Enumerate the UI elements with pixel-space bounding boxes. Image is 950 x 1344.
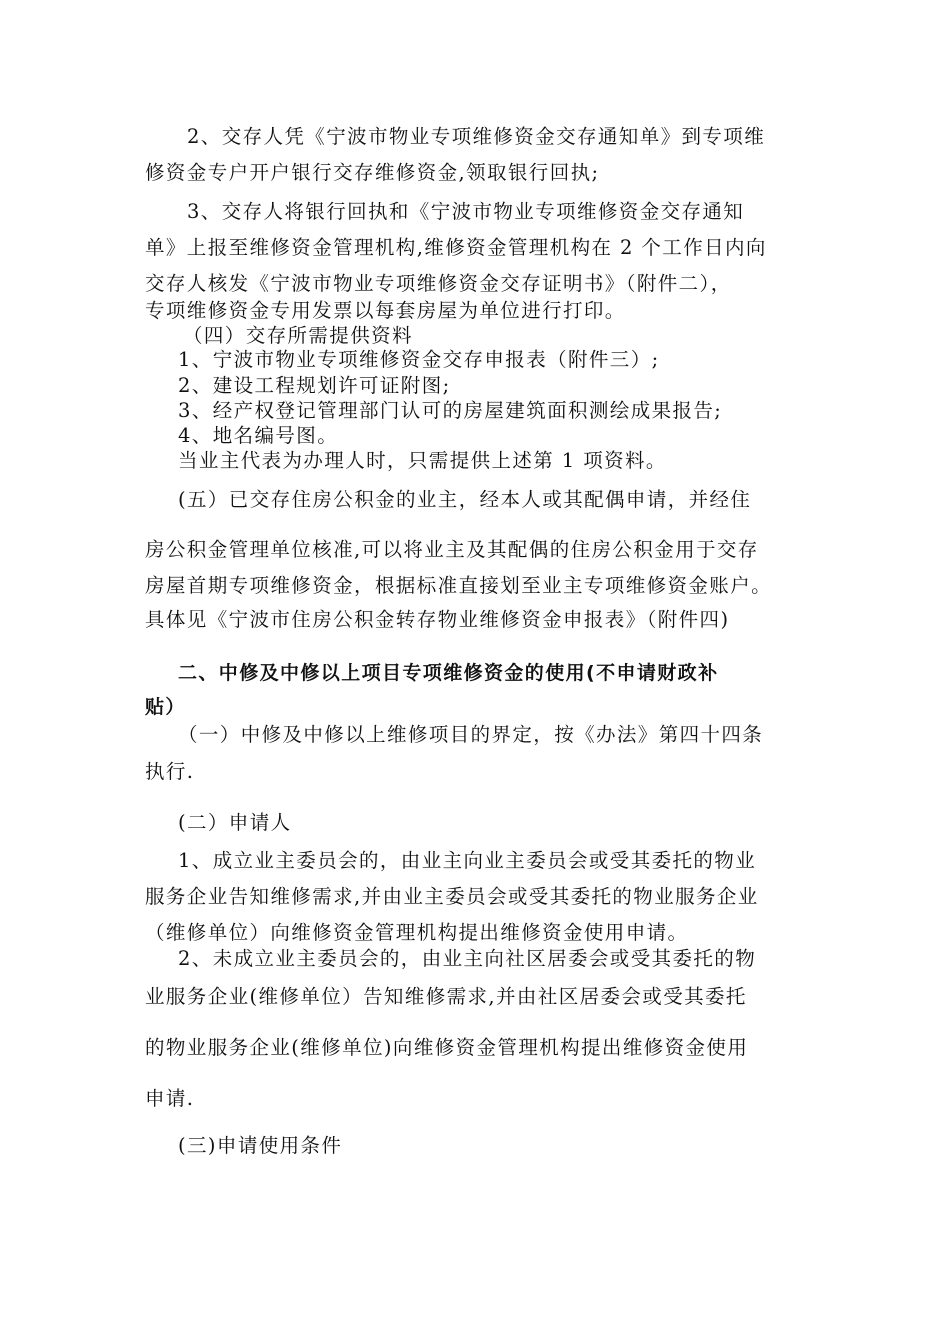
line-22: 1、成立业主委员会的，由业主向业主委员会或受其委托的物业 [178,849,757,872]
line-15: 房屋首期专项维修资金，根据标准直接划至业主专项维修资金账户。 [145,574,773,597]
line-1: 2、交存人凭《宁波市物业专项维修资金交存通知单》到专项维 [187,125,766,148]
section-heading-2: 二、中修及中修以上项目专项维修资金的使用(不申请财政补 [178,662,719,684]
section-heading-4: （四）交存所需提供资料 [183,324,413,347]
line-28: 申请. [145,1087,195,1110]
line-23: 服务企业告知维修需求,并由业主委员会或受其委托的物业服务企业 [145,885,759,908]
line-19: （一）中修及中修以上维修项目的界定，按《办法》第四十四条 [178,723,764,746]
line-3: 3、交存人将银行回执和《宁波市物业专项维修资金交存通知 [187,200,745,223]
list-item-2: 2、建设工程规划许可证附图; [178,374,451,397]
line-16: 具体见《宁波市住房公积金转存物业维修资金申报表》（附件四) [145,608,730,631]
line-13: (五）已交存住房公积金的业主，经本人或其配偶申请，并经住 [178,488,752,511]
list-item-1: 1、宁波市物业专项维修资金交存申报表（附件三）; [178,348,660,371]
line-20: 执行. [145,760,195,783]
line-5: 交存人核发《宁波市物业专项维修资金交存证明书》（附件二）， [145,272,732,295]
subheading-applicant: (二）申请人 [178,811,292,834]
line-2: 修资金专户开户银行交存维修资金,领取银行回执; [145,161,600,184]
section-heading-2-cont: 贴） [145,696,186,718]
note-line: 当业主代表为办理人时，只需提供上述第 1 项资料。 [178,449,667,472]
line-26: 业服务企业(维修单位）告知维修需求,并由社区居委会或受其委托 [145,985,747,1008]
list-item-4: 4、地名编号图。 [178,424,339,447]
line-6: 专项维修资金专用发票以每套房屋为单位进行打印。 [145,299,626,322]
list-item-3: 3、经产权登记管理部门认可的房屋建筑面积测绘成果报告; [178,399,723,422]
line-14: 房公积金管理单位核准,可以将业主及其配偶的住房公积金用于交存 [145,538,759,561]
line-24: （维修单位）向维修资金管理机构提出维修资金使用申请。 [145,921,689,944]
line-25: 2、未成立业主委员会的，由业主向社区居委会或受其委托的物 [178,947,757,970]
line-4: 单》上报至维修资金管理机构,维修资金管理机构在 2 个工作日内向 [145,236,767,259]
line-27: 的物业服务企业(维修单位)向维修资金管理机构提出维修资金使用 [145,1036,749,1059]
subheading-conditions: (三)申请使用条件 [178,1134,343,1157]
